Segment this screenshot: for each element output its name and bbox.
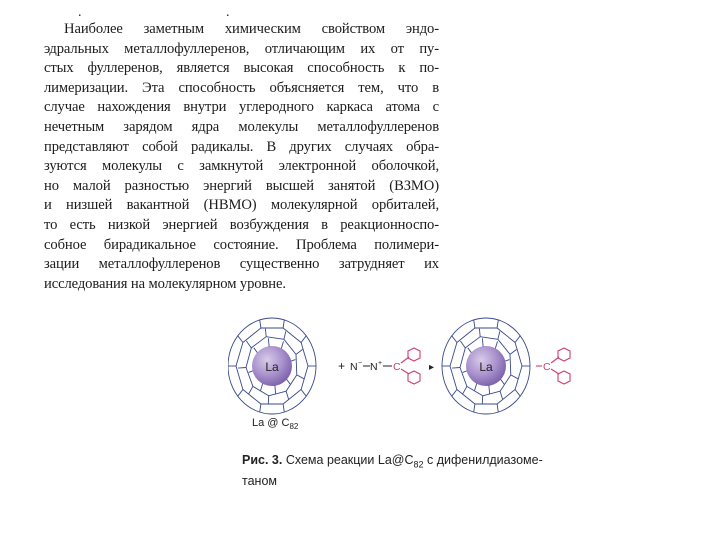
header-dots <box>78 6 258 20</box>
paragraph-line: то есть низкой энергией возбуждения в реакционноспо- <box>44 216 439 233</box>
caption-line2: таном <box>242 473 277 488</box>
paragraph <box>44 20 439 294</box>
atom-label-left: La <box>265 360 279 374</box>
fullerene-cage-right <box>442 318 530 414</box>
product-substituent <box>536 348 570 384</box>
fullerene-cage-left <box>228 318 316 414</box>
charge-plus: + <box>378 360 383 367</box>
nitrogen-1: N <box>350 361 358 373</box>
paragraph-line: Наиболее заметным химическим свойством эндо- <box>64 21 439 37</box>
paragraph-line: эдральных металлофуллеренов, отличающим их от пу- <box>44 40 439 57</box>
paragraph-line: исследования на молекулярном уровне. <box>44 275 286 292</box>
paragraph-line: случае нахождения внутри углеродного каркаса атома с <box>44 99 439 116</box>
phenyl-rings-product <box>551 348 570 384</box>
reaction-arrow: ▸ <box>429 362 435 373</box>
carbon-product: C <box>543 361 551 373</box>
compound-label: La @ $C_{82}$ <box>252 417 299 431</box>
charge-minus: − <box>358 360 363 367</box>
paragraph-line: и низшей вакантной (НВМО) молекулярной орбиталей, <box>44 197 439 214</box>
paragraph-line: зации металлофуллеренов существенно затрудняет их <box>44 256 439 273</box>
paragraph-line: нечетным зарядом ядра молекулы металлофуллеренов <box>44 118 439 135</box>
reagent <box>338 348 420 384</box>
carbon-reagent: C <box>393 361 401 373</box>
caption-label: Рис. 3. <box>242 453 283 467</box>
header-dot-left: . <box>78 5 82 20</box>
caption-text: Схема реакции La@C <box>282 453 414 467</box>
plus-sign: + <box>338 359 346 373</box>
nitrogen-2: N <box>370 361 378 373</box>
paragraph-line: лимеризации. Эта способность объясняется тем, что в <box>44 79 439 96</box>
phenyl-rings-reagent <box>401 348 420 384</box>
header-dot-right: . <box>226 5 230 20</box>
paragraph-line: представляют собой радикалы. В других случаях обра- <box>44 138 439 155</box>
paragraph-line: стых фуллеренов, является высокая способность к по- <box>44 60 439 77</box>
reaction-scheme <box>228 308 588 440</box>
figure-caption <box>242 452 590 489</box>
paragraph-line: но малой разностью энергий высшей занятой (ВЗМО) <box>44 177 439 194</box>
paragraph-line: собное бирадикальное состояние. Проблема полимери- <box>44 236 439 253</box>
caption-subscript: 82 <box>413 459 424 470</box>
atom-label-right: La <box>479 360 493 374</box>
caption-text-end: с дифенилдиазоме- <box>423 453 543 467</box>
paragraph-line: зуются молекулы с замкнутой электронной оболочкой, <box>44 158 439 175</box>
